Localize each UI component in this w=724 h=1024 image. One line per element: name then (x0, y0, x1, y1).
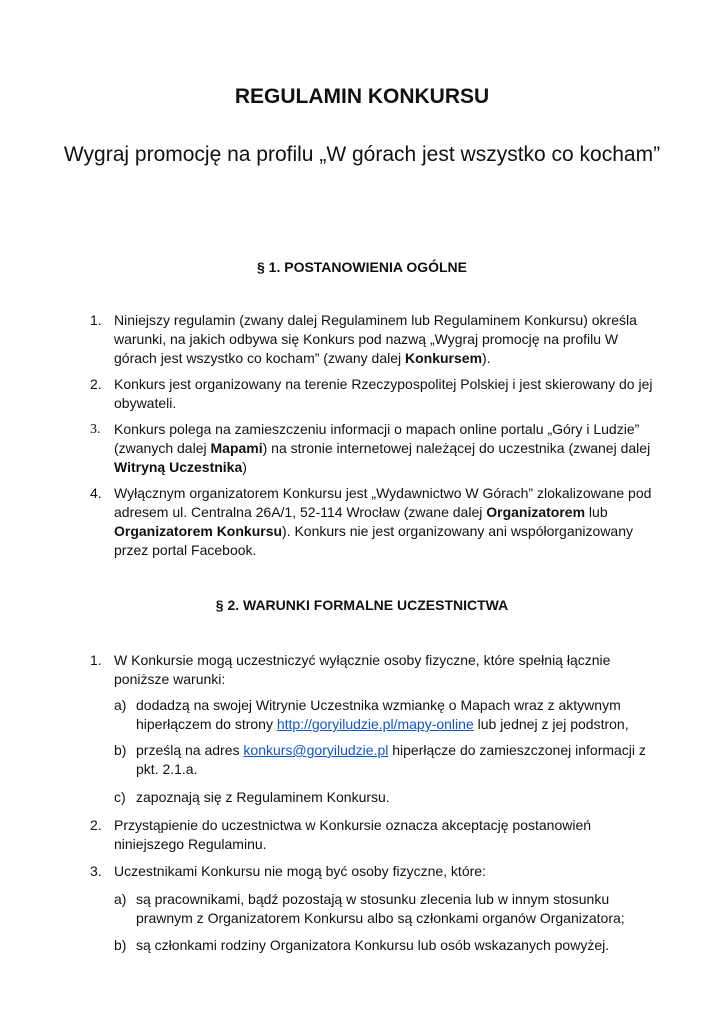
section-2-item-1-sub-b (114, 741, 660, 779)
contest-email-link[interactable]: konkurs@goryiludzie.pl (243, 742, 389, 758)
item-number: 1. (90, 652, 102, 668)
section-1-heading: § 1. POSTANOWIENIA OGÓLNE (256, 259, 468, 275)
item-text: W Konkursie mogą uczestniczyć wyłącznie osoby fizyczne, które spełnią łącznie poniższe warunki: (114, 652, 611, 687)
section-2-item-1-sub-c (114, 788, 660, 807)
item-text: Uczestnikami Konkursu nie mogą być osoby fizyczne, które: (114, 863, 486, 879)
section-1-item-3 (90, 420, 656, 477)
section-2-heading: § 2. WARUNKI FORMALNE UCZESTNICTWA (215, 597, 509, 613)
section-2-item-3-sub-b (114, 936, 660, 955)
item-number: 1. (90, 312, 102, 328)
section-2-item-3-sub-a (114, 890, 660, 928)
item-number: 3. (90, 422, 101, 437)
document-title: REGULAMIN KONKURSU (234, 85, 490, 108)
section-2-item-3 (90, 862, 656, 881)
sub-item-letter: a) (114, 891, 127, 907)
item-text: Przystąpienie do uczestnictwa w Konkursie oznacza akceptację postanowień niniejszego Regulaminu. (114, 817, 592, 852)
sub-item-letter: c) (114, 789, 126, 805)
sub-item-text: dodadzą na swojej Witrynie Uczestnika wzmiankę o Mapach wraz z aktywnym hiperłączem do strony http://goryiludzie.pl/mapy-online lub jednej z jej podstron, (136, 697, 629, 732)
section-1-item-1 (90, 311, 656, 368)
sub-item-text: prześlą na adres konkurs@goryiludzie.pl hiperłącze do zamieszczonej informacji z pkt. 2.1.a. (136, 742, 646, 777)
sub-item-letter: b) (114, 937, 127, 953)
item-text: Niniejszy regulamin (zwany dalej Regulaminem lub Regulaminem Konkursu) określa warunki, na jakich odbywa się Konkurs pod nazwą „Wygraj promocję na profilu W górach jest wszystko co kocham” (zwany dalej Konkursem). (114, 312, 637, 366)
sub-item-text: są pracownikami, bądź pozostają w stosunku zlecenia lub w innym stosunku prawnym z Organizatorem Konkursu albo są członkami organów Organizatora; (136, 891, 625, 926)
document-subtitle: Wygraj promocję na profilu „W górach jest wszystko co kocham” (63, 143, 661, 166)
item-text: Wyłącznym organizatorem Konkursu jest „Wydawnictwo W Górach” zlokalizowane pod adresem ul. Centralna 26A/1, 52-114 Wrocław (zwane dalej Organizatorem lub Organizatorem Konkursu). Konkurs nie jest organizowany ani współorganizowany przez portal Facebook. (114, 485, 652, 558)
section-2-item-1 (90, 651, 656, 689)
sub-item-text: są członkami rodziny Organizatora Konkursu lub osób wskazanych powyżej. (136, 937, 610, 953)
sub-item-letter: a) (114, 697, 127, 713)
item-number: 3. (90, 863, 102, 879)
item-text: Konkurs jest organizowany na terenie Rzeczypospolitej Polskiej i jest skierowany do jej obywateli. (114, 376, 653, 411)
item-number: 2. (90, 817, 102, 833)
item-text: Konkurs polega na zamieszczeniu informacji o mapach online portalu „Góry i Ludzie” (zwanych dalej Mapami) na stronie internetowej należącej do uczestnika (zwanej dalej Witryną Uczestnika) (114, 421, 651, 475)
sub-item-text: zapoznają się z Regulaminem Konkursu. (136, 789, 390, 805)
mapy-online-link[interactable]: http://goryiludzie.pl/mapy-online (276, 716, 474, 732)
sub-item-letter: b) (114, 742, 127, 758)
item-number: 4. (90, 485, 102, 501)
section-2-item-2 (90, 816, 656, 854)
section-1-item-2 (90, 375, 656, 413)
section-2-item-1-sub-a (114, 696, 660, 734)
section-1-item-4 (90, 484, 656, 560)
item-number: 2. (90, 376, 102, 392)
